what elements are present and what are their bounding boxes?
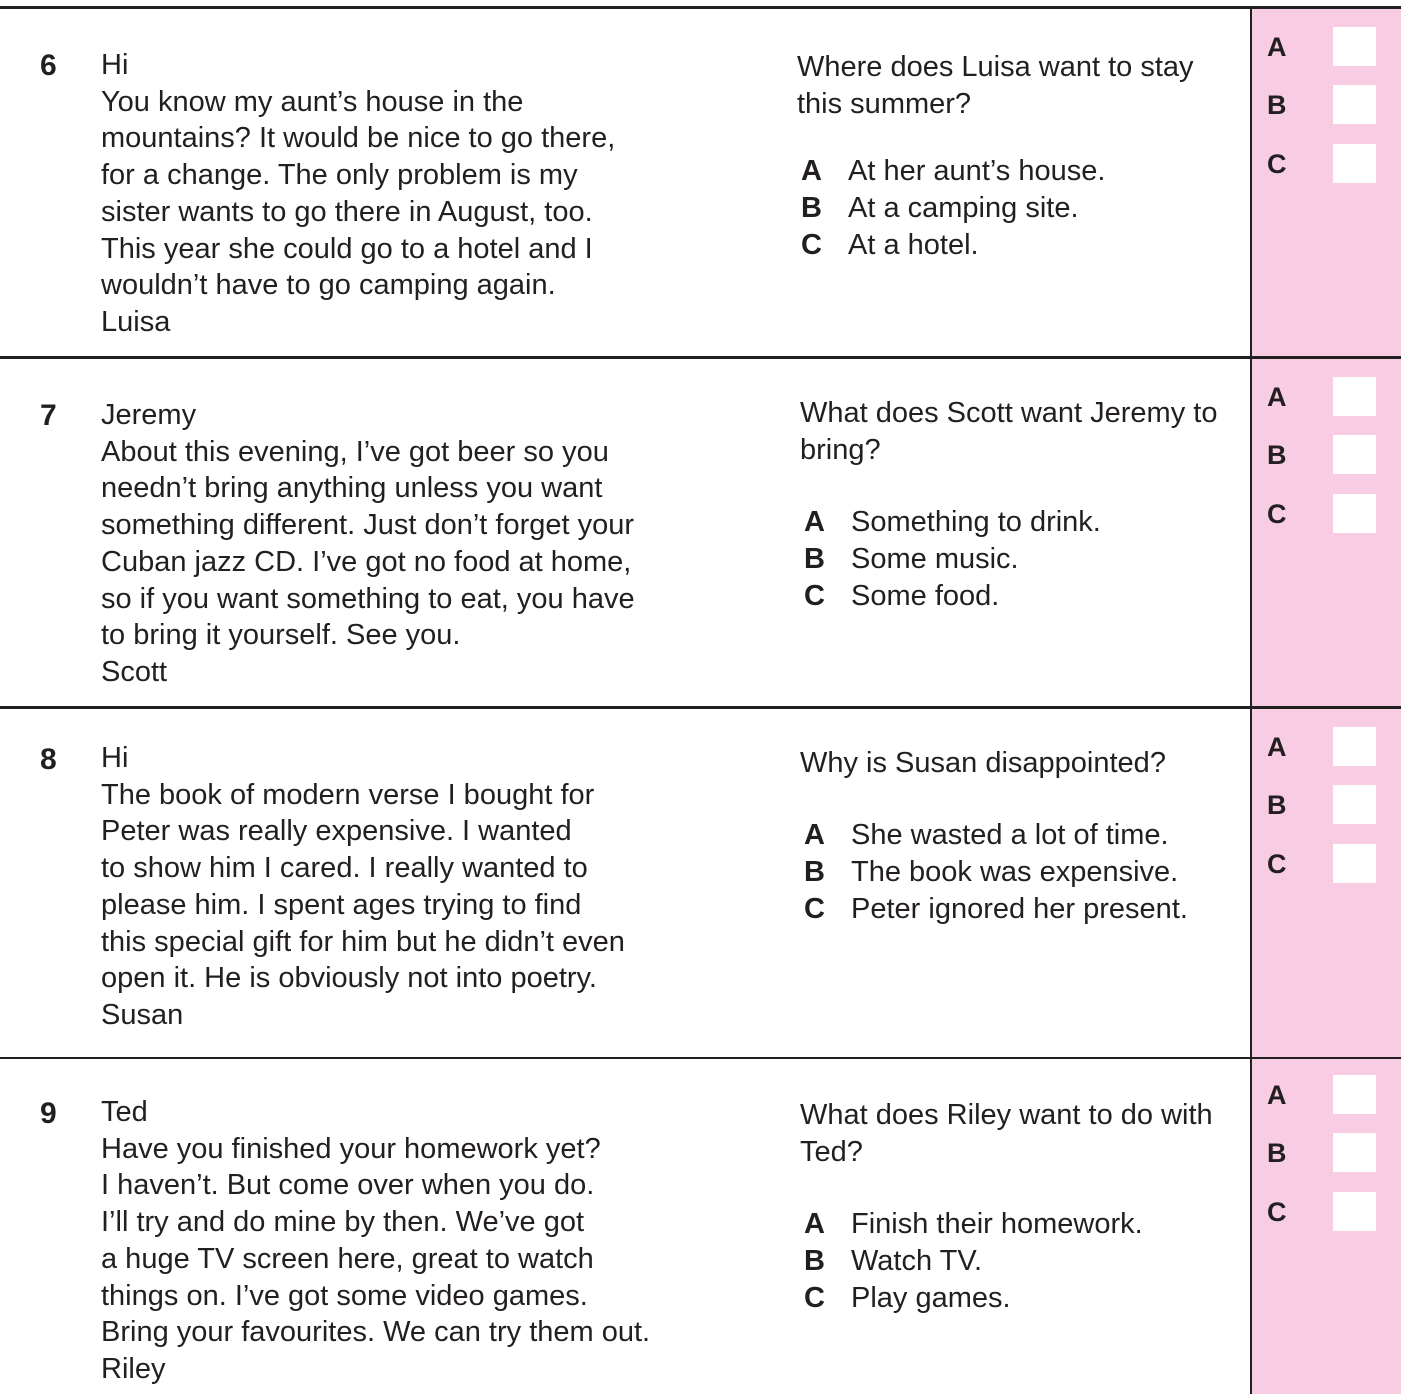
option-c: C Some food. [804,579,1000,612]
question-number: 8 [40,743,57,776]
message-text [101,397,635,691]
option-list [801,153,1105,263]
message-line: sister wants to go there in August, too. [101,195,593,228]
message-line: open it. He is obviously not into poetry. [101,962,597,995]
question-row-8 [0,707,1250,1057]
message-line: About this evening, I’ve got beer so you [101,435,609,468]
answer-7-b: B [1267,435,1377,475]
answer-checkbox-8-b[interactable] [1333,785,1376,824]
message-line: Jeremy [101,399,197,431]
message-line: wouldn’t have to go camping again. [101,269,556,302]
message-line: a huge TV screen here, great to watch [101,1242,594,1275]
option-a: A Something to drink. [804,506,1101,538]
message-signature: Riley [101,1352,166,1385]
answer-checkbox-6-a[interactable] [1333,27,1376,66]
option-c: C Peter ignored her present. [804,892,1188,925]
option-c: C At a hotel. [801,228,979,261]
question-number: 9 [40,1097,57,1130]
message-line: I haven’t. But come over when you do. [101,1169,595,1202]
answer-6-a: A [1267,27,1377,67]
question-number: 6 [40,49,57,82]
message-line: Have you finished your homework yet? [101,1132,601,1165]
answer-7-c: C [1267,494,1377,534]
message-signature: Luisa [101,305,171,338]
message-signature: Scott [101,655,168,688]
message-line: mountains? It would be nice to go there, [101,122,616,155]
message-line: I’ll try and do mine by then. We’ve got [101,1206,585,1239]
message-line: for a change. The only problem is my [101,159,578,192]
answer-checkbox-6-b[interactable] [1333,85,1376,124]
answer-6-c: C [1267,144,1377,184]
message-signature: Susan [101,998,184,1031]
message-line: Peter was really expensive. I wanted [101,815,572,848]
message-line: needn’t bring anything unless you want [101,472,603,505]
option-c: C Play games. [804,1281,1011,1314]
answer-checkbox-9-c[interactable] [1333,1192,1376,1231]
answer-9-c: C [1267,1192,1377,1232]
message-text [101,740,625,1034]
answer-checkbox-9-b[interactable] [1333,1133,1376,1172]
message-text [101,1094,650,1388]
message-line: to show him I cared. I really wanted to [101,852,588,885]
option-b: B At a camping site. [801,191,1079,224]
option-list [804,817,1188,927]
answer-checkbox-8-a[interactable] [1333,727,1376,766]
answer-9-a: A [1267,1075,1377,1115]
message-line: things on. I’ve got some video games. [101,1279,588,1312]
message-line: Hi [101,49,129,81]
question-prompt: What does Scott want Jeremy to bring? [800,397,1218,466]
message-line: this special gift for him but he didn’t even [101,925,625,958]
answer-9-b: B [1267,1133,1377,1173]
message-line: The book of modern verse I bought for [101,778,595,811]
answer-7-a: A [1267,377,1377,417]
answer-checkbox-7-a[interactable] [1333,377,1376,416]
answer-checkbox-7-b[interactable] [1333,435,1376,474]
answer-8-b: B [1267,785,1377,825]
question-prompt: Where does Luisa want to stay this summer? [797,51,1194,120]
answer-6-b: B [1267,85,1377,125]
message-line: please him. I spent ages trying to find [101,888,582,921]
message-line: This year she could go to a hotel and I [101,232,593,265]
answer-8-a: A [1267,727,1377,767]
option-b: B Some music. [804,542,1019,575]
option-list [804,1206,1143,1316]
option-b: B The book was expensive. [804,855,1179,888]
answer-checkbox-9-a[interactable] [1333,1075,1376,1114]
question-row-6 [0,7,1250,356]
message-line: so if you want something to eat, you have [101,582,635,615]
option-a: A Finish their homework. [804,1208,1143,1240]
question-prompt: Why is Susan disappointed? [800,747,1166,779]
option-a: A At her aunt’s house. [801,155,1106,187]
question-number: 7 [40,399,57,432]
question-prompt: What does Riley want to do with Ted? [800,1099,1213,1168]
message-line: Cuban jazz CD. I’ve got no food at home, [101,545,632,578]
message-line: Ted [101,1096,148,1128]
answer-checkbox-8-c[interactable] [1333,844,1376,883]
message-line: You know my aunt’s house in the [101,85,524,118]
message-line: to bring it yourself. See you. [101,619,461,652]
message-line: Bring your favourites. We can try them out. [101,1316,651,1349]
option-a: A She wasted a lot of time. [804,819,1169,851]
answer-checkbox-7-c[interactable] [1333,494,1376,533]
question-row-9 [0,1059,1250,1394]
answer-column [1250,7,1401,1394]
message-line: something different. Just don’t forget your [101,509,635,542]
message-text [101,47,615,341]
option-list [804,504,1101,614]
message-line: Hi [101,742,129,774]
answer-8-c: C [1267,844,1377,884]
answer-checkbox-6-c[interactable] [1333,144,1376,183]
question-row-7 [0,357,1250,706]
option-b: B Watch TV. [804,1244,983,1277]
